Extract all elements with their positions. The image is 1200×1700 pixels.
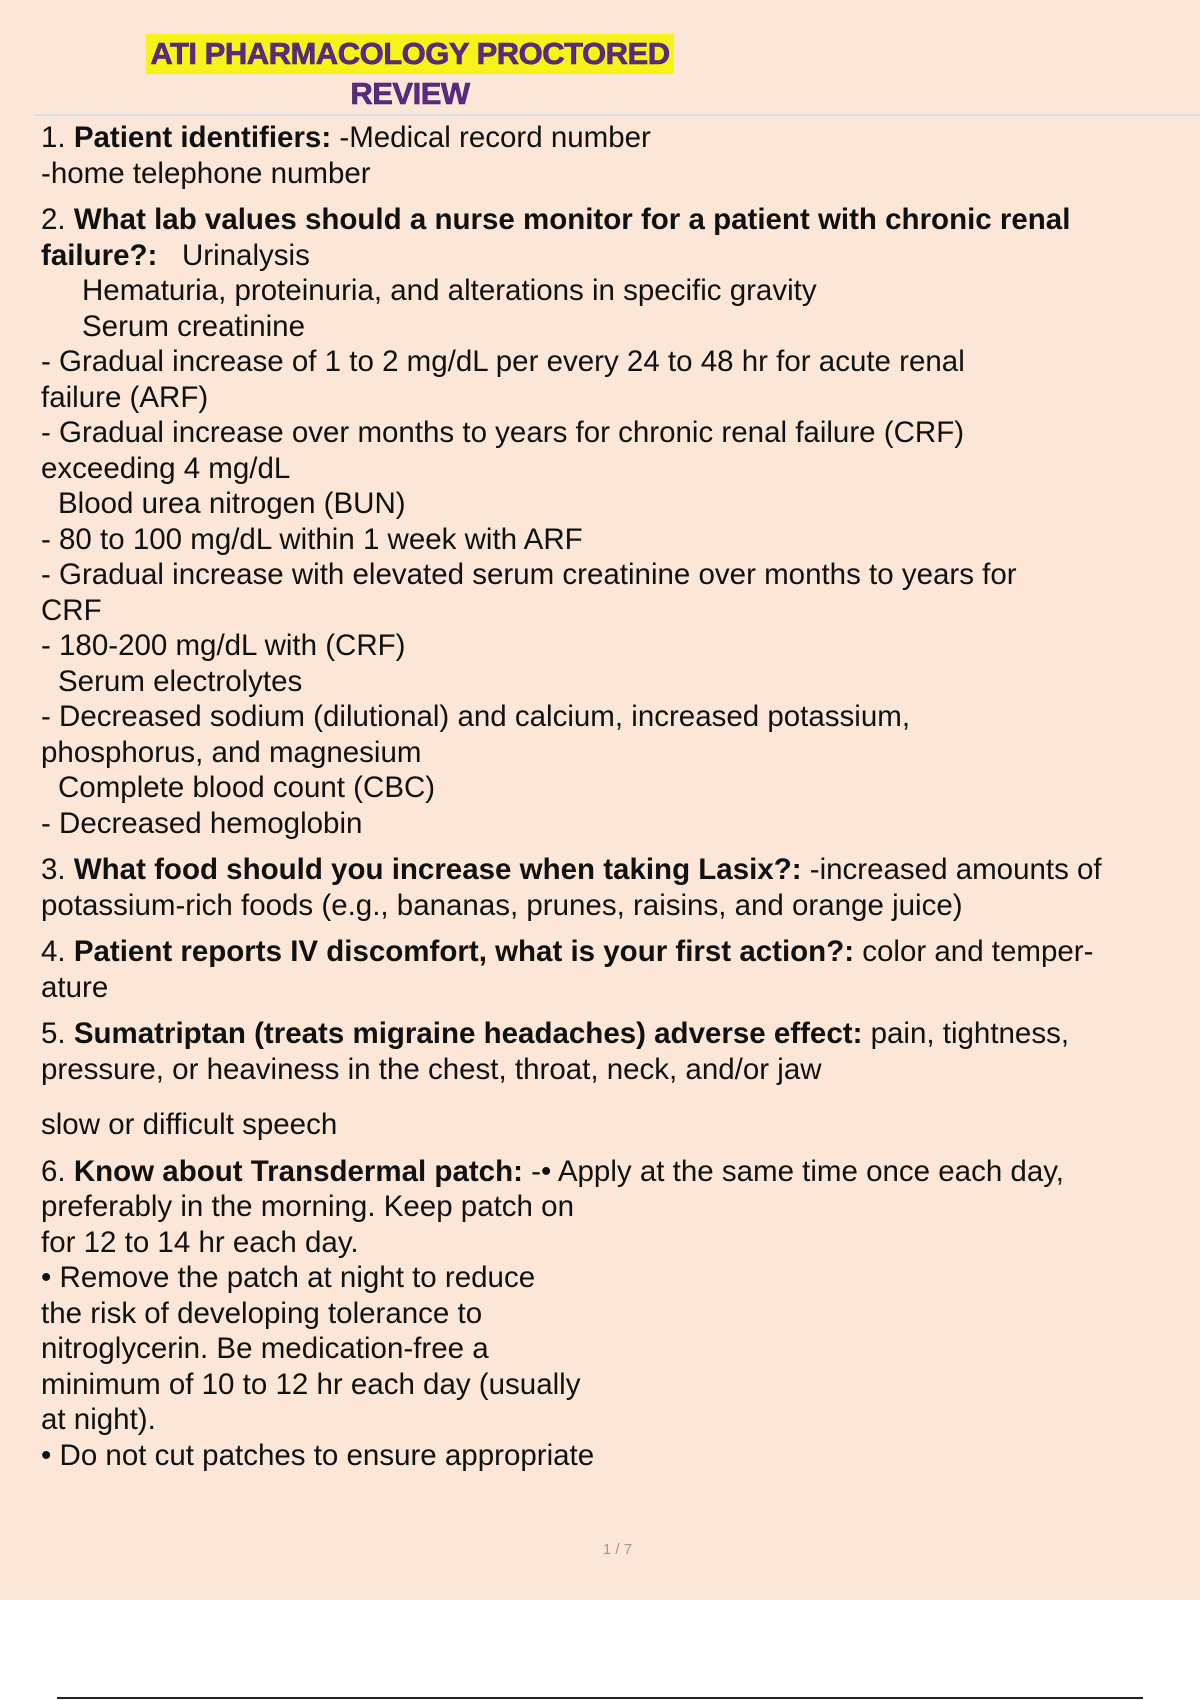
answer-line: potassium-rich foods (e.g., bananas, prunes, raisins, and orange juice): [41, 888, 963, 922]
item-number: 2.: [41, 203, 74, 236]
title-line-2: REVIEW: [350, 76, 470, 111]
blank-gap: [41, 1087, 1191, 1107]
question-text: Sumatriptan (treats migraine headaches) adverse effect:: [73, 1017, 863, 1050]
title-line-1: ATI PHARMACOLOGY PROCTORED: [146, 34, 673, 74]
review-content: [41, 120, 1191, 1484]
answer-line: preferably in the morning. Keep patch on: [41, 1190, 574, 1223]
answer-line: - Gradual increase over months to years for chronic renal failure (CRF): [41, 416, 965, 449]
answer-line: slow or difficult speech: [41, 1108, 338, 1141]
answer-text: pain, tightness,: [862, 1017, 1070, 1050]
question-text: What lab values should a nurse monitor for a patient with chronic renal: [73, 203, 1071, 236]
answer-line: • Do not cut patches to ensure appropriate: [41, 1438, 595, 1472]
question-text: Patient reports IV discomfort, what is your first action?:: [73, 935, 855, 968]
answer-line: ature: [41, 970, 109, 1004]
title-divider: [34, 114, 1200, 116]
answer-line: Serum creatinine: [82, 309, 305, 343]
review-item-5: [41, 1016, 1191, 1143]
item-number: 3.: [41, 853, 74, 886]
review-item-2: [41, 202, 1191, 841]
answer-text: color and temper-: [854, 935, 1094, 968]
page-number: 1 / 7: [602, 1541, 633, 1558]
review-item-6: [41, 1154, 1191, 1474]
answer-line: Hematuria, proteinuria, and alterations in specific gravity: [82, 274, 817, 307]
question-text-cont: failure?:: [41, 238, 158, 272]
answer-line: - Decreased hemoglobin: [41, 806, 363, 840]
review-item-1: [41, 120, 1191, 191]
answer-line: - 80 to 100 mg/dL within 1 week with ARF: [41, 522, 583, 556]
answer-line: at night).: [41, 1403, 156, 1436]
answer-line: - Gradual increase with elevated serum creatinine over months to years for: [41, 558, 1017, 591]
answer-line: Serum electrolytes: [58, 664, 303, 698]
question-text: Know about Transdermal patch:: [73, 1154, 523, 1188]
answer-line: failure (ARF): [41, 380, 209, 414]
answer-line: Blood urea nitrogen (BUN): [58, 487, 406, 520]
document-title: [130, 34, 690, 114]
answer-line: phosphorus, and magnesium: [41, 735, 422, 769]
item-number: 6.: [41, 1154, 74, 1188]
next-page-divider: [57, 1697, 1143, 1699]
review-item-3: [41, 852, 1191, 923]
answer-line: minimum of 10 to 12 hr each day (usually: [41, 1367, 581, 1401]
question-text: Patient identifiers:: [73, 121, 332, 154]
answer-line: for 12 to 14 hr each day.: [41, 1225, 359, 1259]
question-text: What food should you increase when taking Lasix?:: [73, 853, 802, 886]
answer-line: - Decreased sodium (dilutional) and calcium, increased potassium,: [41, 700, 911, 733]
review-item-4: [41, 934, 1191, 1005]
item-number: 5.: [41, 1017, 74, 1050]
answer-line: CRF: [41, 593, 102, 627]
answer-line: Complete blood count (CBC): [58, 771, 436, 804]
answer-line: pressure, or heaviness in the chest, throat, neck, and/or jaw: [41, 1052, 822, 1086]
answer-text: Urinalysis: [157, 238, 310, 272]
item-number: 4.: [41, 935, 74, 968]
answer-line: exceeding 4 mg/dL: [41, 451, 291, 485]
answer-line: - 180-200 mg/dL with (CRF): [41, 629, 406, 662]
answer-line: - Gradual increase of 1 to 2 mg/dL per every 24 to 48 hr for acute renal: [41, 345, 965, 378]
answer-line: -home telephone number: [41, 156, 371, 190]
answer-text: -increased amounts of: [801, 853, 1102, 886]
answer-text: -• Apply at the same time once each day,: [522, 1154, 1065, 1188]
answer-line: nitroglycerin. Be medication-free a: [41, 1332, 489, 1365]
answer-text: -Medical record number: [331, 121, 651, 154]
answer-line: the risk of developing tolerance to: [41, 1296, 483, 1330]
answer-line: • Remove the patch at night to reduce: [41, 1261, 536, 1294]
item-number: 1.: [41, 121, 74, 154]
